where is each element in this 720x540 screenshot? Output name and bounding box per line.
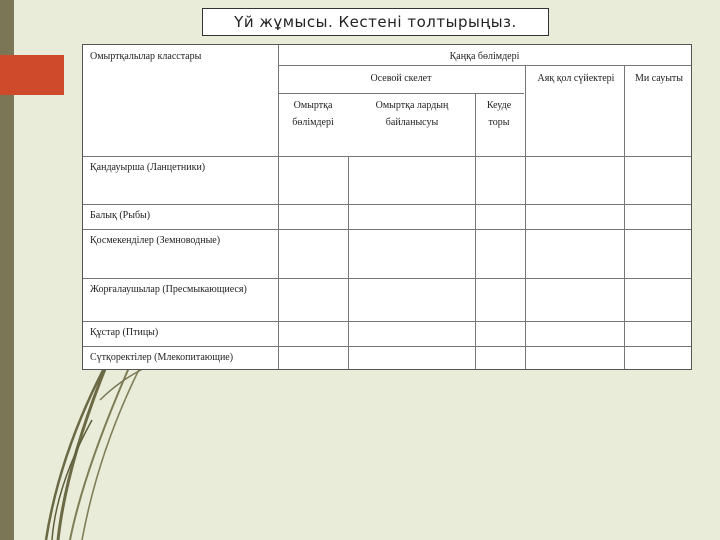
row-label-mammals: Сүтқоректілер (Млекопитающие) bbox=[90, 352, 234, 363]
header-spine-links: Омыртқа лардың байланысуы bbox=[375, 100, 449, 128]
row-label-amphibians: Қосмекенділер (Земноводные) bbox=[90, 235, 221, 246]
header-skull: Ми сауыты bbox=[634, 73, 684, 84]
row-label-fish: Балық (Рыбы) bbox=[90, 210, 151, 221]
row-label-lancelets: Қандауырша (Ланцетники) bbox=[90, 162, 206, 173]
row-label-birds: Құстар (Птицы) bbox=[90, 327, 159, 338]
header-limbs: Аяқ қол сүйектері bbox=[537, 73, 615, 84]
header-skeleton-parts: Қаңқа бөлімдері bbox=[449, 51, 520, 62]
header-axial-skeleton: Осевой скелет bbox=[370, 73, 432, 84]
row-label-reptiles: Жорғалаушылар (Пресмыкающиеся) bbox=[90, 284, 247, 295]
page-title: Үй жұмысы. Кестені толтырыңыз. bbox=[202, 8, 549, 36]
header-rib-cage: Кеуде торы bbox=[486, 100, 512, 128]
header-classes: Омыртқалылар класстары bbox=[90, 51, 202, 62]
header-spine-sections: Омыртқа бөлімдері bbox=[292, 100, 334, 128]
skeleton-table bbox=[82, 44, 692, 370]
